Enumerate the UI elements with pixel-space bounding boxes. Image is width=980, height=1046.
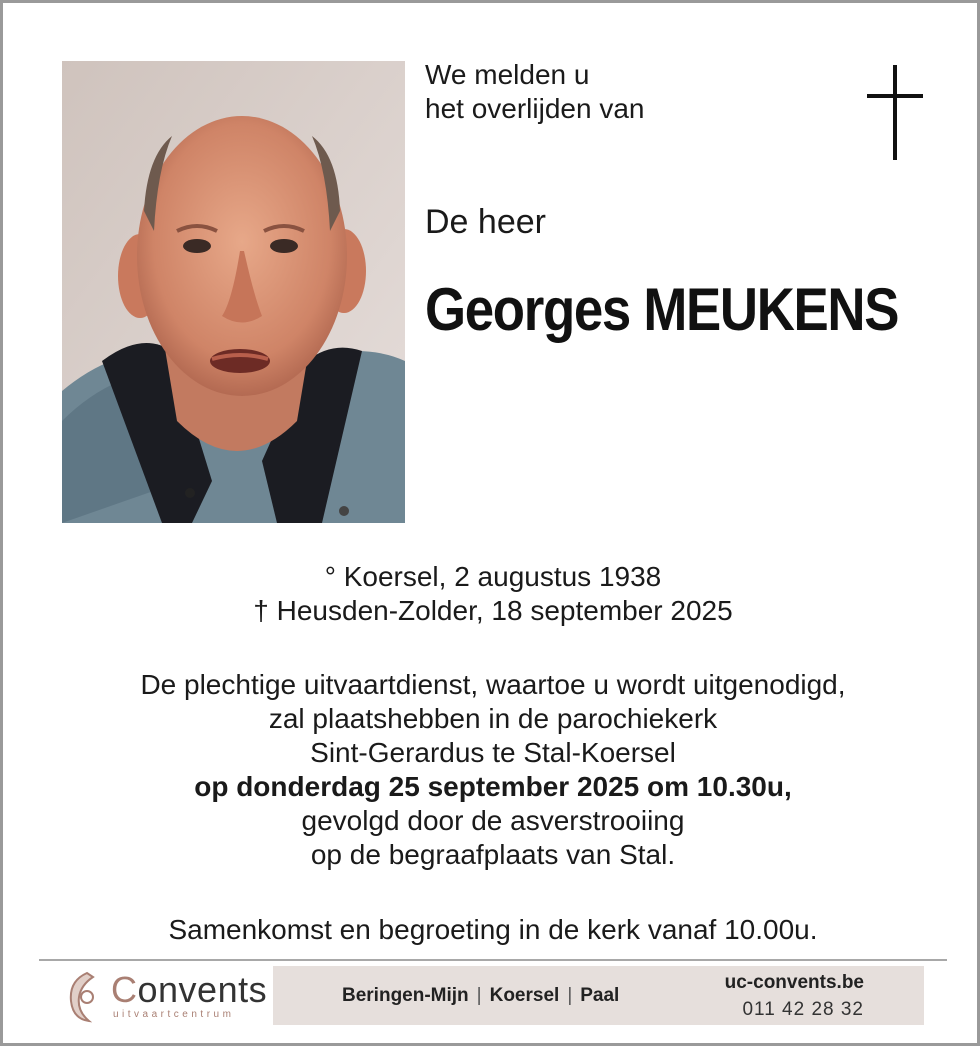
location-koersel: Koersel bbox=[489, 985, 560, 1006]
separator: | bbox=[476, 985, 482, 1006]
funeral-home-logo bbox=[63, 967, 268, 1027]
funeral-service-text bbox=[3, 668, 980, 872]
location-beringen: Beringen-Mijn bbox=[342, 985, 469, 1006]
gathering-text: Samenkomst en begroeting in de kerk vanaf 10.00u. bbox=[168, 914, 818, 945]
logo-wordmark bbox=[111, 969, 267, 1011]
convents-logo-icon bbox=[63, 967, 103, 1025]
birth-line: ° Koersel, 2 augustus 1938 bbox=[324, 561, 662, 592]
phone-number: 011 42 28 32 bbox=[742, 999, 864, 1020]
service-date-line: op donderdag 25 september 2025 om 10.30u, bbox=[194, 771, 792, 802]
service-line-1: De plechtige uitvaartdienst, waartoe u wordt uitgenodigd, bbox=[140, 669, 846, 700]
service-line-5: gevolgd door de asverstrooiing bbox=[301, 805, 685, 836]
service-line-2: zal plaatshebben in de parochiekerk bbox=[268, 703, 718, 734]
logo-wordmark-rest: onvents bbox=[137, 969, 268, 1010]
contact-band bbox=[273, 966, 924, 1025]
service-line-6: op de begraafplaats van Stal. bbox=[310, 839, 676, 870]
death-line: † Heusden-Zolder, 18 september 2025 bbox=[253, 595, 733, 626]
intro-line-2: het overlijden van bbox=[425, 93, 645, 124]
cross-icon bbox=[867, 65, 923, 166]
intro-line-1: We melden u bbox=[425, 59, 590, 90]
deceased-name: Georges MEUKENS bbox=[425, 276, 899, 343]
logo-subtitle: uitvaartcentrum bbox=[113, 1009, 235, 1020]
location-list bbox=[342, 985, 619, 1007]
portrait-photo bbox=[62, 61, 405, 523]
logo-wordmark-initial: C bbox=[111, 969, 138, 1010]
announcement-intro bbox=[425, 58, 644, 126]
service-line-3: Sint-Gerardus te Stal-Koersel bbox=[310, 737, 676, 768]
separator: | bbox=[567, 985, 573, 1006]
location-paal: Paal bbox=[580, 985, 620, 1006]
honorific: De heer bbox=[425, 203, 546, 241]
website-link[interactable]: uc-convents.be bbox=[724, 972, 864, 993]
footer-divider bbox=[39, 959, 947, 961]
